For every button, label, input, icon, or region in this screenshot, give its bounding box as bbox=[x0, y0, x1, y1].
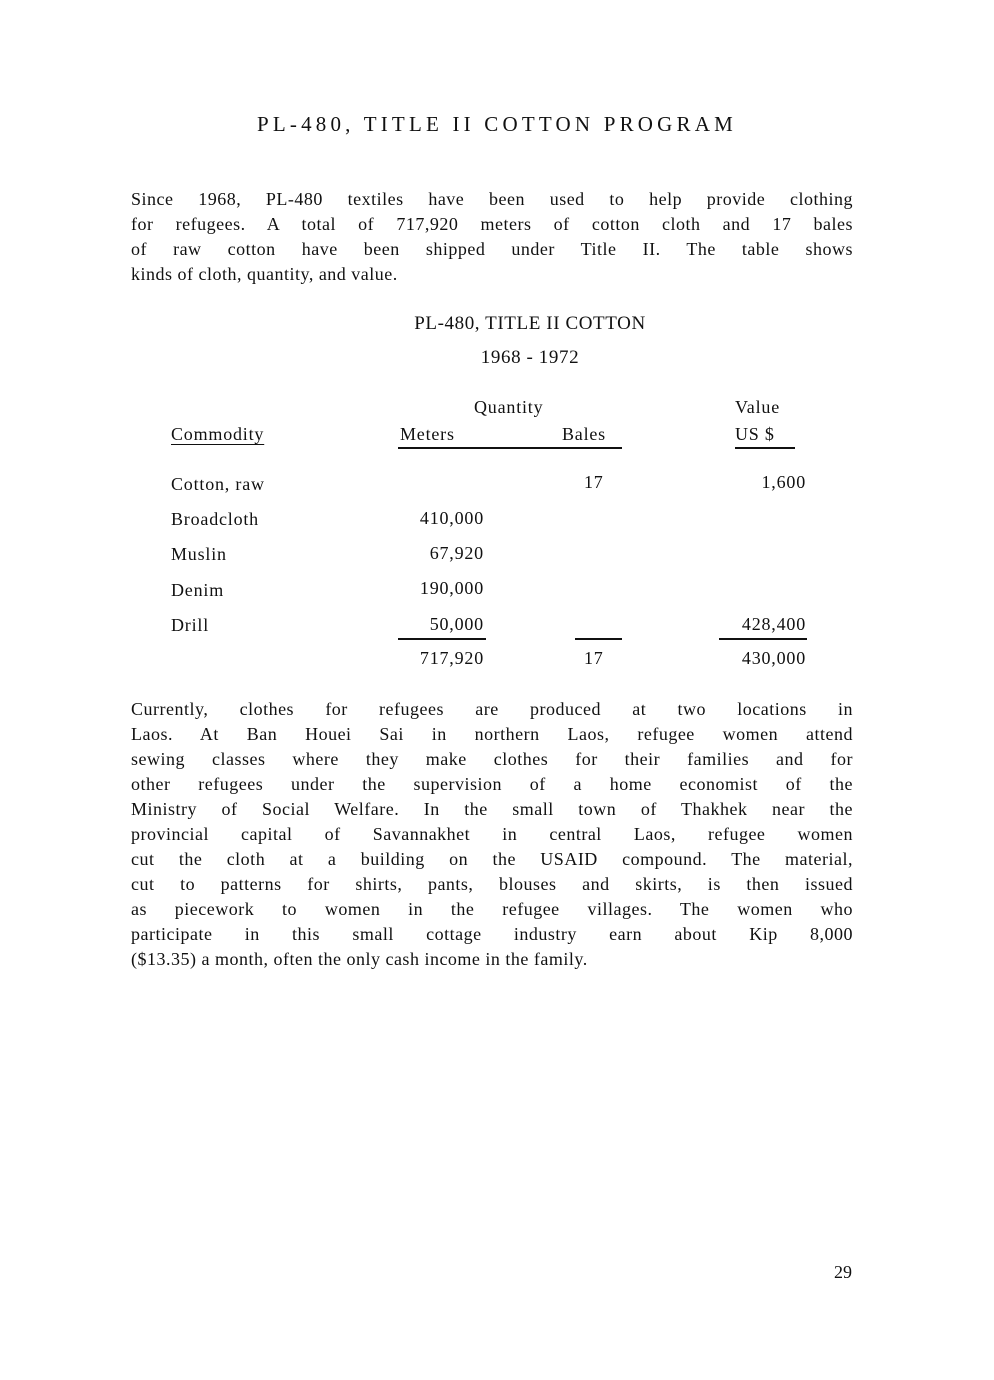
body-line: cut to patterns for shirts, pants, blouses and skirts, is then issued bbox=[131, 874, 853, 894]
bales-total-rule bbox=[575, 638, 622, 640]
table-title: PL-480, TITLE II COTTON bbox=[414, 313, 646, 334]
value-cell: 428,400 bbox=[741, 614, 806, 634]
body-line: participate in this small cottage industry earn about Kip 8,000 bbox=[131, 924, 853, 944]
commodity-column-header: Commodity bbox=[171, 424, 265, 444]
value-total-rule bbox=[719, 638, 807, 640]
body-line: other refugees under the supervision of a home economist of the bbox=[131, 774, 853, 794]
commodity-cell: Cotton, raw bbox=[171, 474, 265, 494]
commodity-cell: Drill bbox=[171, 615, 209, 635]
value-header-rule bbox=[735, 447, 795, 449]
quantity-group-header: Quantity bbox=[474, 397, 544, 417]
bales-cell: 17 bbox=[584, 472, 604, 492]
intro-paragraph bbox=[131, 187, 853, 287]
intro-line: for refugees. A total of 717,920 meters of cotton cloth and 17 bales bbox=[131, 214, 853, 234]
page-heading: PL-480, TITLE II COTTON PROGRAM bbox=[256, 112, 737, 136]
value-total: 430,000 bbox=[741, 648, 806, 668]
commodity-cell: Muslin bbox=[171, 544, 227, 564]
value-group-header: Value bbox=[735, 397, 780, 417]
body-line: as piecework to women in the refugee villages. The women who bbox=[131, 899, 853, 919]
usd-column-header: US $ bbox=[735, 424, 775, 444]
body-line: ($13.35) a month, often the only cash income in the family. bbox=[131, 949, 588, 969]
meters-cell: 190,000 bbox=[419, 578, 484, 598]
body-line: Ministry of Social Welfare. In the small town of Thakhek near the bbox=[131, 799, 853, 819]
intro-line: Since 1968, PL-480 textiles have been used to help provide clothing bbox=[131, 189, 853, 209]
intro-line: kinds of cloth, quantity, and value. bbox=[131, 264, 398, 284]
table-years: 1968 - 1972 bbox=[480, 347, 580, 368]
intro-line: of raw cotton have been shipped under Title II. The table shows bbox=[131, 239, 853, 259]
commodity-cell: Broadcloth bbox=[171, 509, 259, 529]
meters-cell: 50,000 bbox=[429, 614, 484, 634]
body-line: Currently, clothes for refugees are produced at two locations in bbox=[131, 699, 853, 719]
meters-total-rule bbox=[398, 638, 486, 640]
bales-column-header: Bales bbox=[562, 424, 606, 444]
meters-column-header: Meters bbox=[400, 424, 455, 444]
body-line: sewing classes where they make clothes for their families and for bbox=[131, 749, 853, 769]
body-line: cut the cloth at a building on the USAID compound. The material, bbox=[131, 849, 853, 869]
body-line: provincial capital of Savannakhet in central Laos, refugee women bbox=[131, 824, 853, 844]
page-number: 29 bbox=[834, 1262, 852, 1282]
meters-cell: 410,000 bbox=[419, 508, 484, 528]
value-cell: 1,600 bbox=[761, 472, 806, 492]
quantity-header-rule bbox=[398, 447, 622, 449]
bales-total: 17 bbox=[584, 648, 604, 668]
commodity-cell: Denim bbox=[171, 580, 224, 600]
meters-total: 717,920 bbox=[419, 648, 484, 668]
body-paragraph bbox=[131, 697, 853, 972]
body-line: Laos. At Ban Houei Sai in northern Laos, refugee women attend bbox=[131, 724, 853, 744]
meters-cell: 67,920 bbox=[429, 543, 484, 563]
